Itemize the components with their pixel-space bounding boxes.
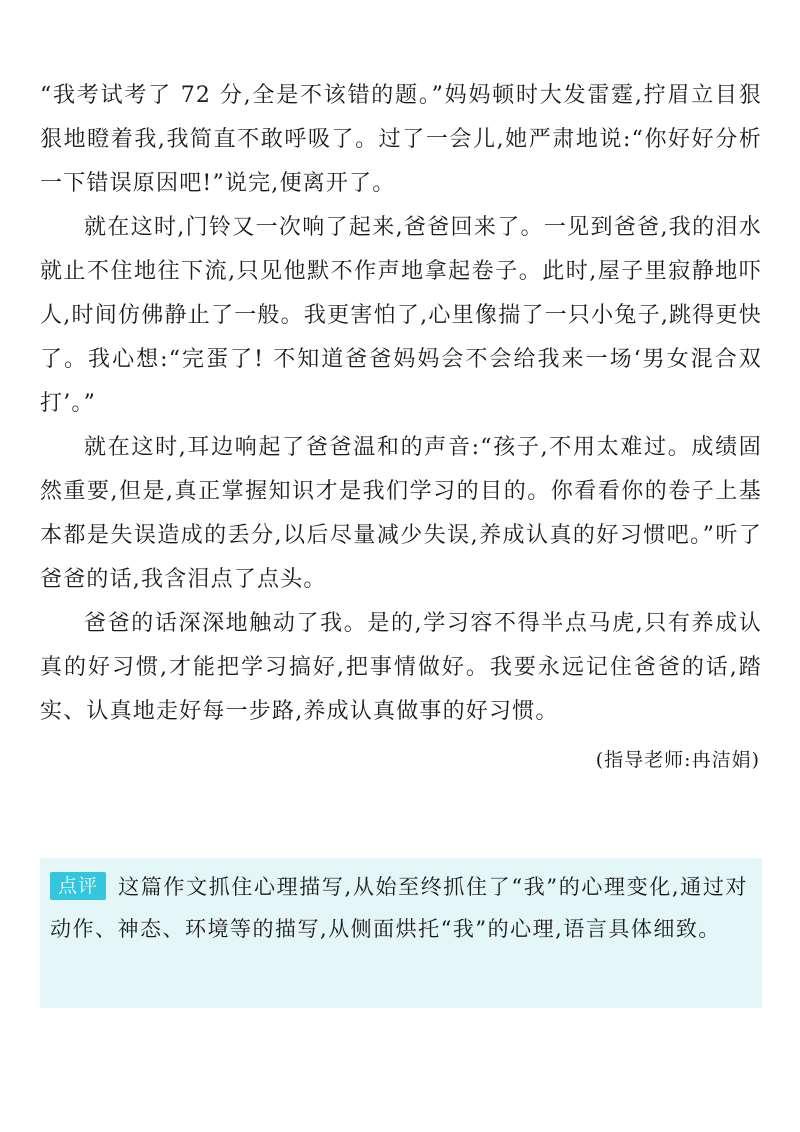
comment-box	[40, 858, 762, 1008]
comment-text: 这篇作文抓住心理描写,从始至终抓住了“我”的心理变化,通过对动作、神态、环境等的描写,从侧面烘托“我”的心理,语言具体细致。	[50, 875, 748, 941]
essay-paragraph: “我考试考了 72 分,全是不该错的题。”妈妈顿时大发雷霆,拧眉立目狠狠地瞪着我,我简直不敢呼吸了。过了一会儿,她严肃地说:“你好好分析一下错误原因吧!”说完,便离开了。	[40, 83, 762, 196]
essay-paragraph: 就在这时,耳边响起了爸爸温和的声音:“孩子,不用太难过。成绩固然重要,但是,真正掌握知识才是我们学习的目的。你看看你的卷子上基本都是失误造成的丢分,以后尽量减少失误,养成认真的好习惯吧。”听了爸爸的话,我含泪点了点头。	[40, 435, 762, 592]
teacher-signature: (指导老师:冉洁娟)	[595, 749, 760, 771]
essay-paragraph: 爸爸的话深深地触动了我。是的,学习容不得半点马虎,只有养成认真的好习惯,才能把学习搞好,把事情做好。我要永远记住爸爸的话,踏实、认真地走好每一步路,养成认真做事的好习惯。	[40, 611, 762, 724]
essay-body	[40, 74, 762, 780]
comment-content	[50, 866, 748, 950]
essay-paragraph: 就在这时,门铃又一次响了起来,爸爸回来了。一见到爸爸,我的泪水就止不住地往下流,只见他默不作声地拿起卷子。此时,屋子里寂静地吓人,时间仿佛静止了一般。我更害怕了,心里像揣了一只小兔子,跳得更快了。我心想:“完蛋了! 不知道爸爸妈妈会不会给我来一场‘男女混合双打’。”	[40, 215, 762, 416]
comment-badge: 点评	[50, 872, 106, 900]
